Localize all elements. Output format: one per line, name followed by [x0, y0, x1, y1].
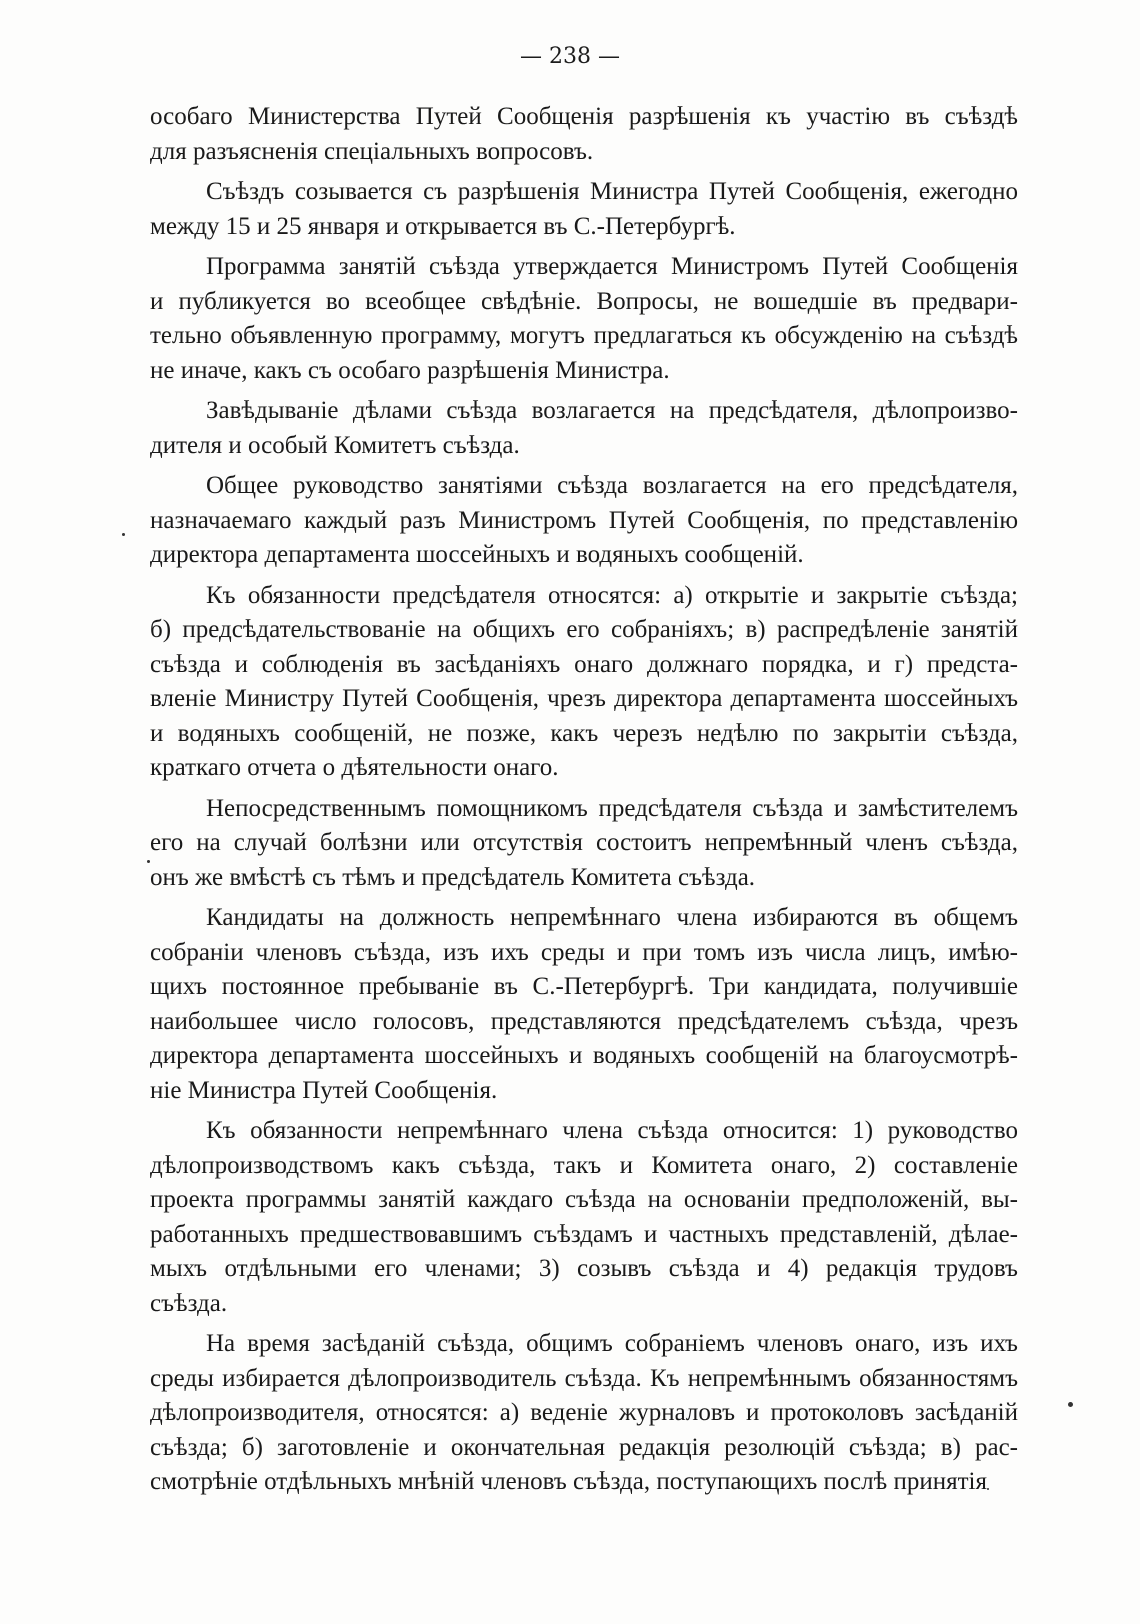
text-line: съѣзда и соблюденія въ засѣданіяхъ онаго должнаго порядка, и г) предста- — [150, 650, 1018, 678]
text-line: Завѣдываніе дѣлами съѣзда возлагается на предсѣдателя, дѣлопроизво- — [206, 397, 1018, 424]
text-line: тельно объявленную программу, могутъ предлагаться къ обсужденію на съѣздѣ — [150, 322, 1018, 349]
text-line: директора департамента шоссейныхъ и водяныхъ сообщеній. — [150, 541, 804, 568]
text-line: и водяныхъ сообщеній, не позже, какъ черезъ недѣлю по закрытіи съѣзда, — [150, 719, 1018, 747]
paragraph — [150, 792, 1018, 896]
text-line: мыхъ отдѣльными его членами; 3) созывъ съѣзда и 4) редакція трудовъ — [150, 1255, 1018, 1282]
text-line: проекта программы занятій каждаго съѣзда на основаніи предположеній, вы- — [150, 1186, 1018, 1213]
text-line: Къ обязанности предсѣдателя относятся: а) открытіе и закрытіе съѣзда; — [206, 581, 1018, 609]
text-line: На время засѣданій съѣзда, общимъ собраніемъ членовъ онаго, изъ ихъ — [206, 1330, 1018, 1357]
paragraph — [150, 469, 1018, 573]
paragraph — [150, 394, 1018, 463]
text-line: собраніи членовъ съѣзда, изъ ихъ среды и при томъ изъ числа лицъ, имѣю- — [150, 938, 1018, 966]
paragraph — [150, 901, 1018, 1108]
text-line: и публикуется во всеобщее свѣдѣніе. Вопросы, не вошедшіе въ предвари- — [150, 287, 1018, 315]
body-text — [150, 100, 1018, 1506]
text-line: работанныхъ предшествовавшимъ съѣздамъ и частныхъ представленій, дѣлае- — [150, 1220, 1018, 1248]
text-line: наибольшее число голосовъ, представляются предсѣдателемъ съѣзда, чрезъ — [150, 1007, 1018, 1035]
text-line: краткаго отчета о дѣятельности онаго. — [150, 754, 559, 781]
text-line: Кандидаты на должность непремѣннаго члена избираются въ общемъ — [206, 904, 1018, 931]
text-line: Къ обязанности непремѣннаго члена съѣзда относится: 1) руководство — [206, 1117, 1018, 1144]
paragraph — [150, 1327, 1018, 1500]
paragraph — [150, 175, 1018, 244]
text-line: дителя и особый Комитетъ съѣзда. — [150, 431, 520, 459]
text-line: Общее руководство занятіями съѣзда возлагается на его предсѣдателя, — [206, 472, 1018, 499]
text-line: Программа занятій съѣзда утверждается Министромъ Путей Сообщенія — [206, 253, 1018, 280]
paragraph — [150, 579, 1018, 786]
text-line: его на случай болѣзни или отсутствія состоитъ непремѣнный членъ съѣзда, — [150, 829, 1018, 856]
text-line: смотрѣніе отдѣльныхъ мнѣній членовъ съѣзда, поступающихъ послѣ принятія — [150, 1468, 987, 1495]
text-line: директора департамента шоссейныхъ и водяныхъ сообщеній на благоусмотрѣ- — [150, 1042, 1018, 1069]
text-line: между 15 и 25 января и открывается въ С.-Петербургѣ. — [150, 212, 736, 240]
text-line: для разъясненія спеціальныхъ вопросовъ. — [150, 137, 594, 165]
scan-speck — [122, 533, 125, 536]
text-line: Непосредственнымъ помощникомъ предсѣдателя съѣзда и замѣстителемъ — [206, 794, 1018, 822]
text-line: щихъ постоянное пребываніе въ С.-Петербургѣ. Три кандидата, получившіе — [150, 973, 1018, 1000]
text-line: Съѣздъ созывается съ разрѣшенія Министра Путей Сообщенія, ежегодно — [206, 178, 1018, 205]
text-line: дѣлопроизводителя, относятся: а) веденіе журналовъ и протоколовъ засѣданій — [150, 1399, 1018, 1426]
text-line: особаго Министерства Путей Сообщенія разрѣшенія къ участію въ съѣздѣ — [150, 103, 1018, 130]
paragraph — [150, 100, 1018, 169]
text-line: не иначе, какъ съ особаго разрѣшенія Министра. — [150, 356, 670, 384]
paragraph — [150, 250, 1018, 388]
text-line: б) предсѣдательствованіе на общихъ его собраніяхъ; в) распредѣленіе занятій — [150, 616, 1018, 643]
text-line: среды избирается дѣлопроизводитель съѣзда. Къ непремѣннымъ обязанностямъ — [150, 1364, 1018, 1392]
scan-speck — [147, 860, 150, 863]
text-line: вленіе Министру Путей Сообщенія, чрезъ директора департамента шоссейныхъ — [150, 685, 1018, 712]
page-number: — 238 — — [520, 44, 620, 69]
text-line: дѣлопроизводствомъ какъ съѣзда, такъ и Комитета онаго, 2) составленіе — [150, 1151, 1018, 1179]
paragraph — [150, 1114, 1018, 1321]
text-line: съѣзда. — [150, 1289, 228, 1317]
scan-speck — [987, 1488, 989, 1490]
text-line: онъ же вмѣстѣ съ тѣмъ и предсѣдатель Комитета съѣзда. — [150, 863, 756, 891]
text-line: назначаемаго каждый разъ Министромъ Путей Сообщенія, по представленію — [150, 506, 1018, 534]
text-line: ніе Министра Путей Сообщенія. — [150, 1076, 498, 1104]
text-line: съѣзда; б) заготовленіе и окончательная редакція резолюцій съѣзда; в) рас- — [150, 1433, 1018, 1461]
scan-speck — [1068, 1402, 1073, 1407]
